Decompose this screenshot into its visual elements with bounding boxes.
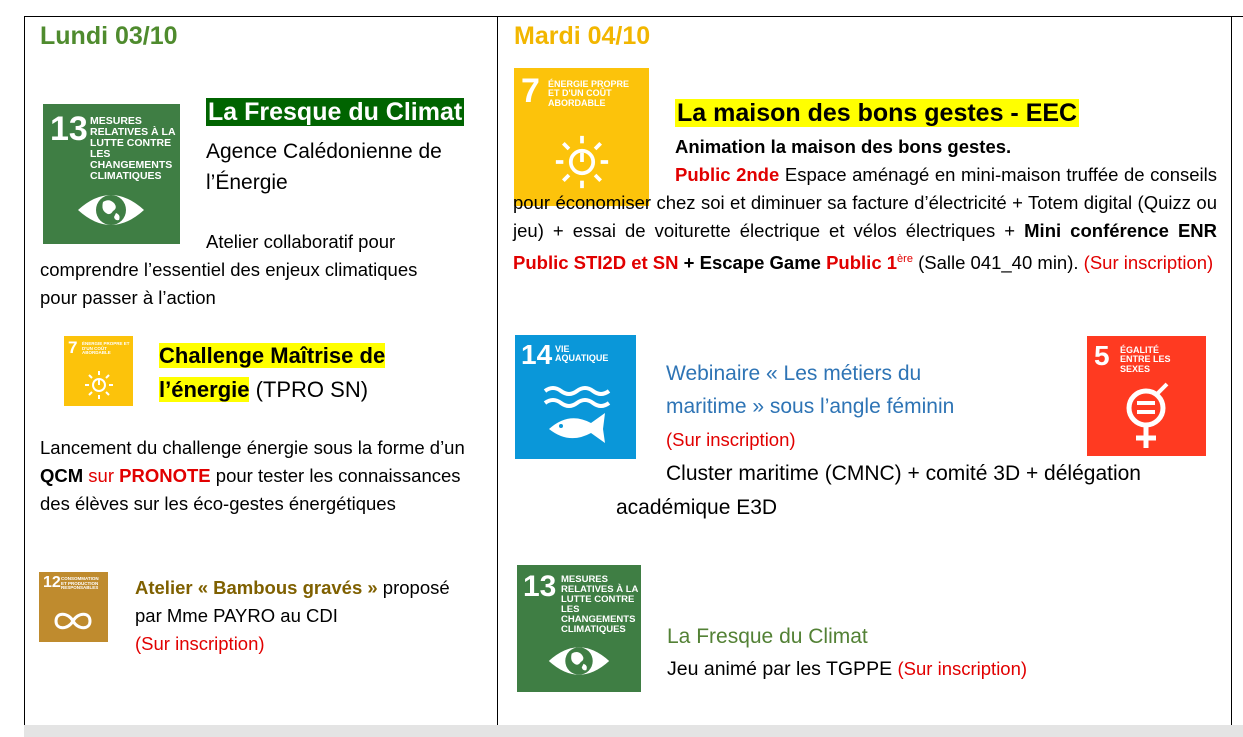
table-left-border	[24, 16, 25, 726]
maison-subtitle: Animation la maison des bons gestes.	[675, 136, 1012, 157]
challenge-title-line2: l’énergie (TPRO SN)	[159, 377, 369, 402]
fresque2-title: La Fresque du Climat	[667, 625, 868, 648]
fresque2-description: Jeu animé par les TGPPE (Sur inscription)	[667, 658, 1028, 680]
sdg7-tile-small: 7 ÉNERGIE PROPRE ET D'UN COÛT ABORDABLE	[64, 336, 133, 406]
fresque-org-line1: Agence Calédonienne de	[206, 140, 442, 163]
challenge-title-line1: Challenge Maîtrise de	[159, 343, 386, 368]
day-header-monday: Lundi 03/10	[40, 22, 178, 50]
maison-title: La maison des bons gestes - EEC	[677, 99, 1078, 127]
fresque-desc-line1: Atelier collaboratif pour	[206, 231, 396, 252]
fresque-title: La Fresque du Climat	[208, 98, 463, 126]
fresque-desc-line2: comprendre l’essentiel des enjeux climatiques	[40, 259, 418, 280]
sdg12-tile: 12 CONSOMMATION ET PRODUCTION RESPONSABLES	[39, 572, 108, 642]
atelier-line2: par Mme PAYRO au CDI	[135, 605, 338, 626]
maison-description: Public 2nde Espace aménagé en mini-maison truffée de conseils pour économiser chez soi et diminuer sa facture d’électricité + Totem digital (Quizz ou jeu) + essai de voiturette électrique et vélos électriques + Mini conférence ENR Public STI2D et SN + Escape Game Public 1ère (Salle 041_40 min). (Sur inscription)	[513, 164, 1218, 274]
webinaire-partners-line2: académique E3D	[616, 496, 778, 519]
sdg5-tile: 5 ÉGALITÉ ENTRE LES SEXES	[1087, 336, 1206, 456]
eye-globe-icon	[76, 186, 146, 234]
eye-globe-icon	[547, 639, 611, 683]
webinaire-partners-line1: Cluster maritime (CMNC) + comité 3D + délégation	[666, 462, 1141, 485]
column-divider	[497, 16, 498, 726]
day-header-tuesday: Mardi 04/10	[514, 22, 651, 50]
challenge-description: Lancement du challenge énergie sous la forme d’un QCM sur PRONOTE pour tester les connaissances des élèves sur les éco-gestes énergétiques	[40, 437, 465, 514]
table-top-border	[24, 16, 1243, 17]
gender-equality-icon	[1121, 382, 1171, 452]
sdg13-tile-2: 13 MESURES RELATIVES À LA LUTTE CONTRE LES CHANGEMENTS CLIMATIQUES	[517, 565, 641, 692]
sdg7-tile: 7 ÉNERGIE PROPRE ET D'UN COÛT ABORDABLE	[514, 68, 649, 206]
webinaire-inscription: (Sur inscription)	[666, 429, 796, 450]
sdg13-tile: 13 MESURES RELATIVES À LA LUTTE CONTRE LES CHANGEMENTS CLIMATIQUES	[43, 104, 180, 244]
webinaire-line1: Webinaire « Les métiers du	[666, 362, 922, 385]
sdg14-tile: 14 VIE AQUATIQUE	[515, 335, 636, 459]
atelier-inscription: (Sur inscription)	[135, 633, 265, 654]
webinaire-line2: maritime » sous l’angle féminin	[666, 395, 955, 418]
sun-power-icon	[84, 370, 114, 400]
fresque-desc-line3: pour passer à l’action	[40, 287, 216, 308]
fish-waves-icon	[541, 381, 611, 451]
next-row-shading	[24, 725, 1243, 737]
fresque-org-line2: l’Énergie	[206, 171, 288, 194]
infinity-icon	[51, 609, 95, 633]
atelier-line1: Atelier « Bambous gravés » proposé	[135, 577, 450, 598]
table-right-border	[1231, 16, 1232, 726]
